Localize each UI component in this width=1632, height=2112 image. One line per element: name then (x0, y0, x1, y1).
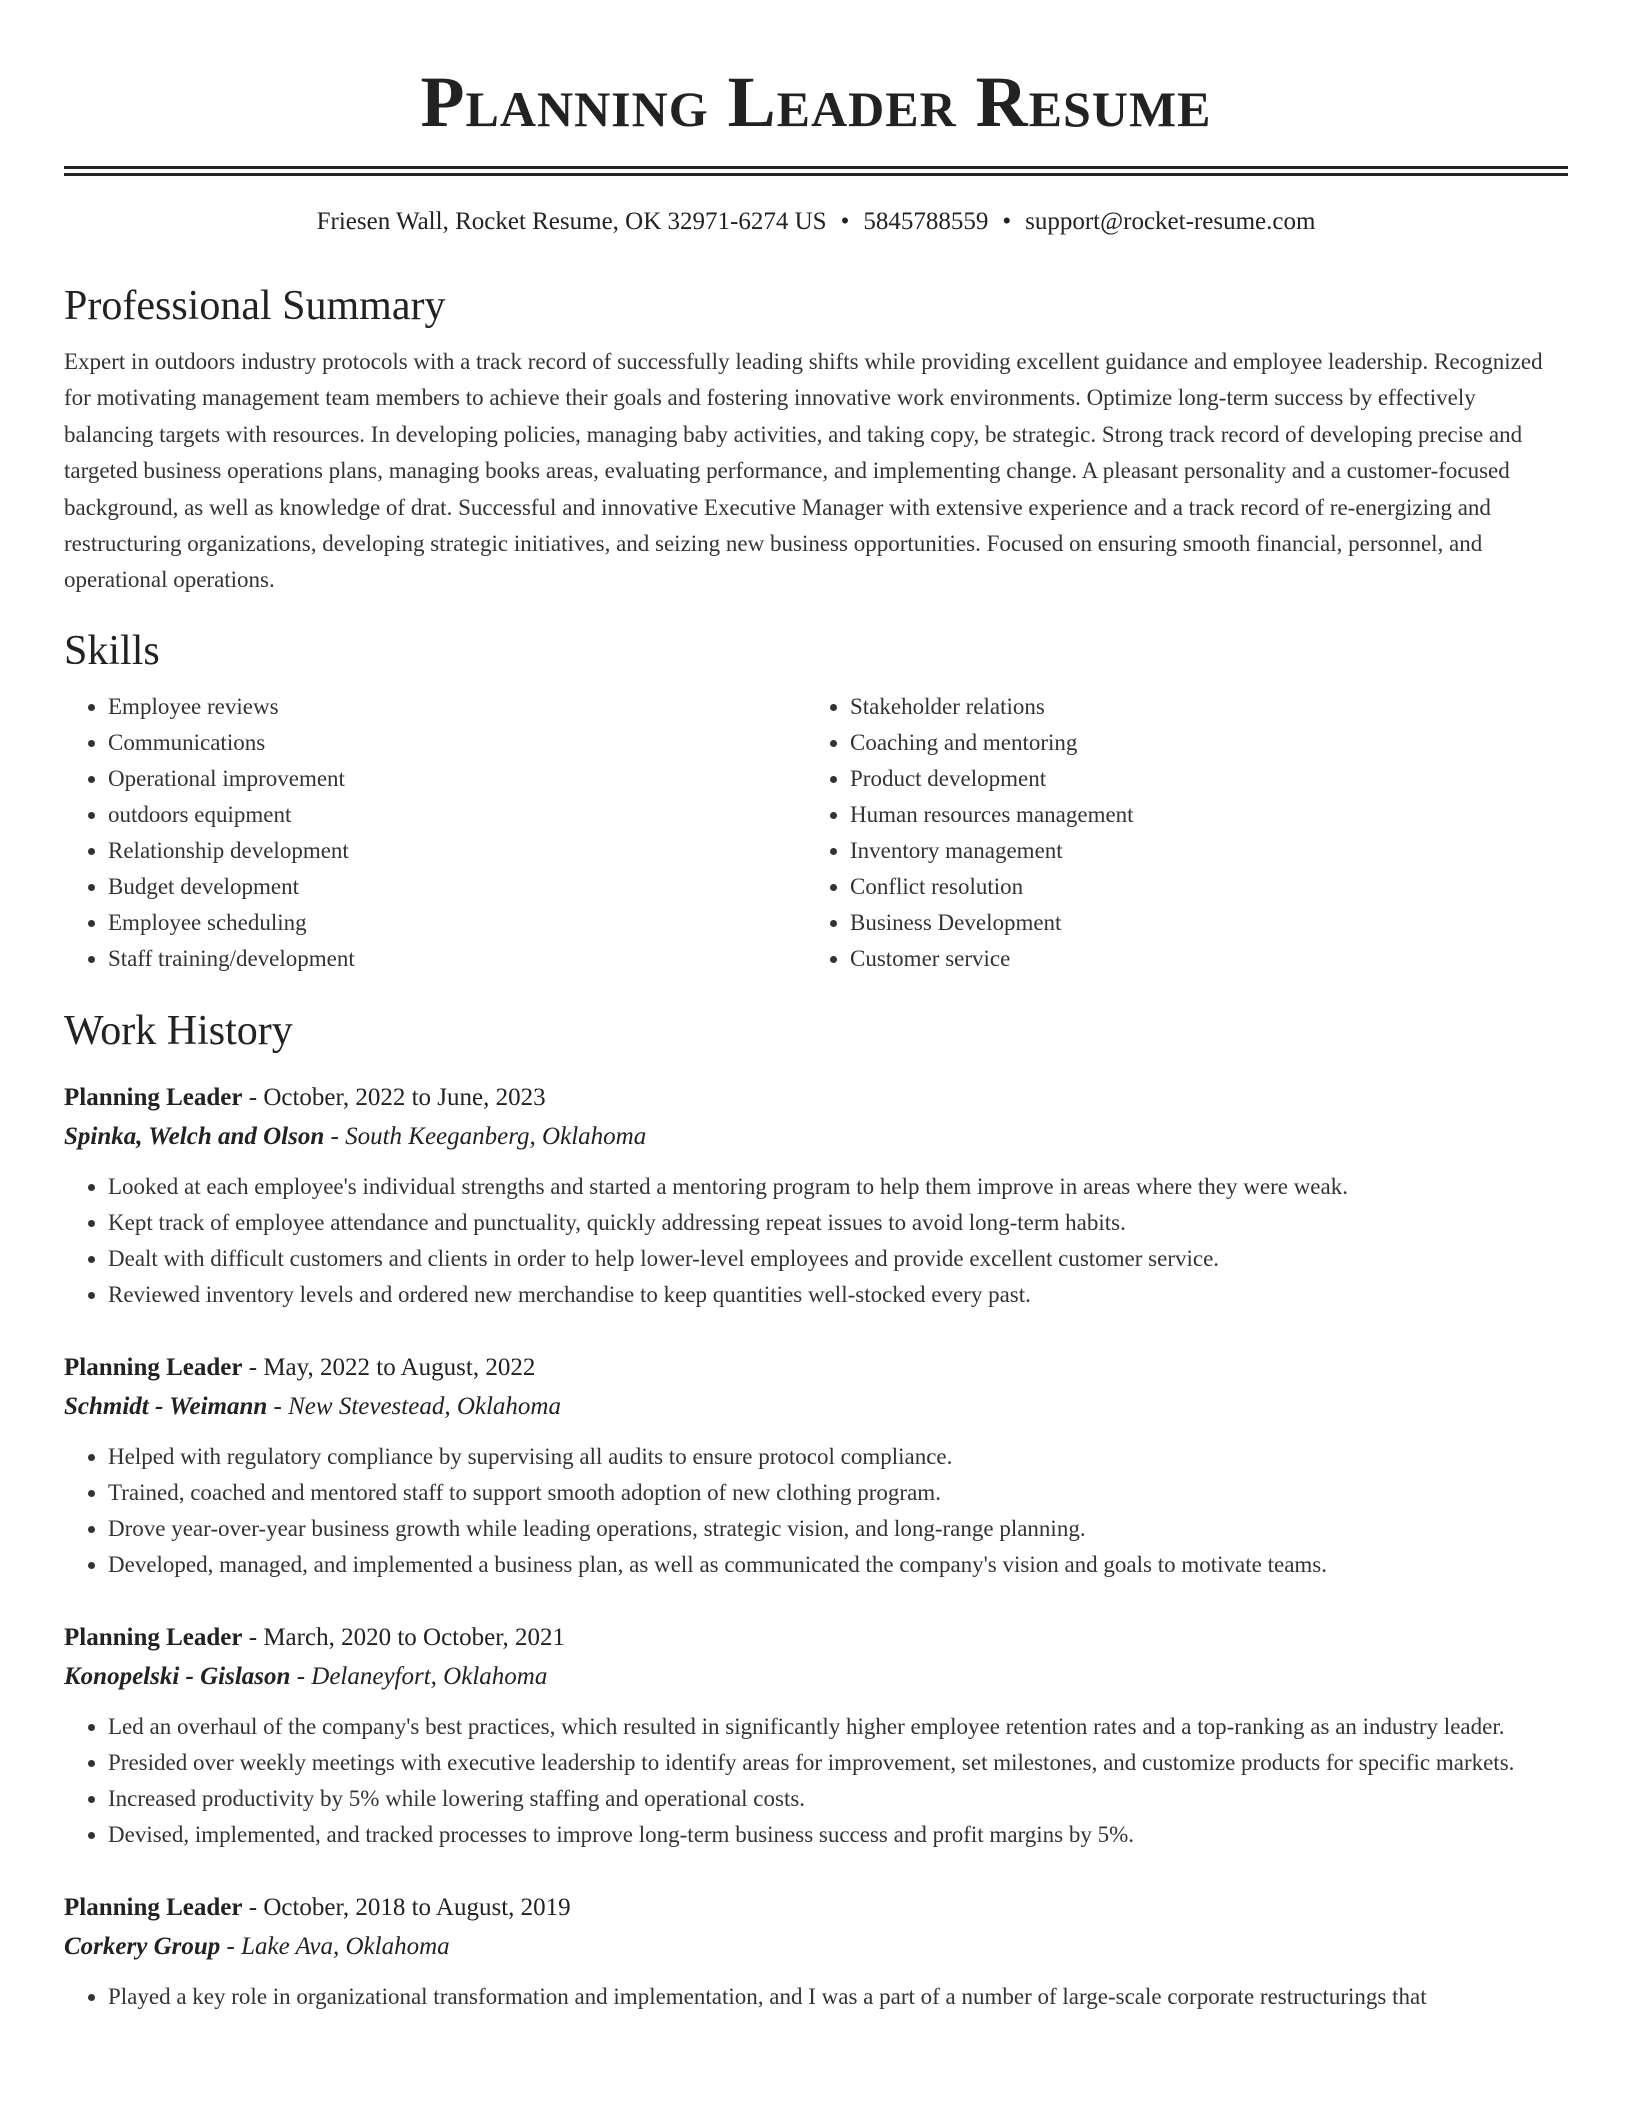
skill-item: • Customer service (850, 941, 1548, 977)
skill-item: • Human resources management (850, 797, 1548, 833)
skill-item: • Staff training/development (108, 941, 806, 977)
job-bullet: • Helped with regulatory compliance by supervising all audits to ensure protocol compliance. (108, 1439, 1568, 1475)
skill-item: • Conflict resolution (850, 869, 1548, 905)
job-bullet: • Presided over weekly meetings with executive leadership to identify areas for improvement, set milestones, and customize products for specific markets. (108, 1745, 1568, 1781)
job-company: Corkery Group (64, 1932, 221, 1960)
work-history-heading: Work History (64, 1007, 293, 1054)
job-entry (64, 1619, 1568, 1853)
job-dates: - March, 2020 to October, 2021 (242, 1623, 566, 1651)
job-bullet: • Kept track of employee attendance and punctuality, quickly addressing repeat issues to avoid long-term habits. (108, 1205, 1568, 1241)
skills-column-left (64, 689, 806, 977)
summary-text: Expert in outdoors industry protocols with a track record of successfully leading shifts while providing excellent guidance and employee leadership. Recognized for motivating management team members to achieve their goals and fostering innovative work environments. Optimize long-term success by effectively balancing targets with resources. In developing policies, managing baby activities, and taking copy, be strategic. Strong track record of developing precise and targeted business operations plans, managing books areas, evaluating performance, and implementing change. A pleasant personality and a customer-focused background, as well as knowledge of drat. Successful and innovative Executive Manager with extensive experience and a track record of re-energizing and restructuring organizations, developing strategic initiatives, and seizing new business opportunities. Focused on ensuring smooth financial, personnel, and operational operations. (64, 349, 1543, 593)
skill-item: • Communications (108, 725, 806, 761)
job-bullet: • Led an overhaul of the company's best practices, which resulted in significantly higher employee retention rates and a top-ranking as an industry leader. (108, 1709, 1568, 1745)
job-title: Planning Leader (64, 1083, 243, 1111)
contact-address: Friesen Wall, Rocket Resume, OK 32971-6274 US (316, 208, 827, 235)
skill-item: • Employee reviews (108, 689, 806, 725)
job-company: Spinka, Welch and Olson (64, 1122, 325, 1150)
job-entry (64, 1349, 1568, 1583)
job-header (64, 1619, 1568, 1657)
job-location: - Delaneyfort, Oklahoma (290, 1662, 548, 1690)
skills-list (64, 689, 1568, 977)
job-employer (64, 1927, 1568, 1967)
contact-email: support@rocket-resume.com (1025, 208, 1316, 235)
skills-column-right (806, 689, 1548, 977)
skill-item: • Inventory management (850, 833, 1548, 869)
job-employer (64, 1117, 1568, 1157)
job-bullet: • Played a key role in organizational transformation and implementation, and I was a part of a number of large-scale corporate restructurings that (108, 1979, 1568, 2015)
job-employer (64, 1657, 1568, 1697)
job-header (64, 1349, 1568, 1387)
contact-separator: • (1002, 208, 1012, 235)
job-location: - South Keeganberg, Oklahoma (324, 1122, 647, 1150)
job-location: - Lake Ava, Oklahoma (220, 1932, 450, 1960)
job-bullets (64, 1979, 1568, 2015)
job-company: Konopelski - Gislason (64, 1662, 291, 1690)
job-entry (64, 1889, 1568, 2015)
job-location: - New Stevestead, Oklahoma (267, 1392, 561, 1420)
job-dates: - May, 2022 to August, 2022 (242, 1353, 536, 1381)
skill-item: • Coaching and mentoring (850, 725, 1548, 761)
job-bullet: • Devised, implemented, and tracked processes to improve long-term business success and profit margins by 5%. (108, 1817, 1568, 1853)
job-bullet: • Dealt with difficult customers and clients in order to help lower-level employees and provide excellent customer service. (108, 1241, 1568, 1277)
contact-line (64, 206, 1568, 238)
job-bullets (64, 1709, 1568, 1853)
skill-item: • Business Development (850, 905, 1548, 941)
skill-item: • Stakeholder relations (850, 689, 1548, 725)
job-bullet: • Trained, coached and mentored staff to support smooth adoption of new clothing program. (108, 1475, 1568, 1511)
skill-item: • Operational improvement (108, 761, 806, 797)
job-employer (64, 1387, 1568, 1427)
title-divider (64, 166, 1568, 176)
skill-item: • outdoors equipment (108, 797, 806, 833)
job-company: Schmidt - Weimann (64, 1392, 268, 1420)
job-bullet: • Increased productivity by 5% while lowering staffing and operational costs. (108, 1781, 1568, 1817)
job-entry (64, 1079, 1568, 1313)
job-title: Planning Leader (64, 1353, 243, 1381)
contact-phone: 5845788559 (863, 208, 989, 235)
job-bullet: • Reviewed inventory levels and ordered new merchandise to keep quantities well-stocked every past. (108, 1277, 1568, 1313)
contact-separator: • (840, 208, 850, 235)
skill-item: • Budget development (108, 869, 806, 905)
job-title: Planning Leader (64, 1893, 243, 1921)
skill-item: • Product development (850, 761, 1548, 797)
skills-heading: Skills (64, 627, 160, 674)
job-dates: - October, 2022 to June, 2023 (242, 1083, 546, 1111)
job-title: Planning Leader (64, 1623, 243, 1651)
page-title: Planning Leader Resume (420, 62, 1212, 142)
job-dates: - October, 2018 to August, 2019 (242, 1893, 571, 1921)
summary-heading: Professional Summary (64, 283, 446, 329)
job-bullet: • Looked at each employee's individual strengths and started a mentoring program to help them improve in areas where they were weak. (108, 1169, 1568, 1205)
job-header (64, 1079, 1568, 1117)
job-header (64, 1889, 1568, 1927)
job-bullet: • Drove year-over-year business growth while leading operations, strategic vision, and long-range planning. (108, 1511, 1568, 1547)
job-bullets (64, 1169, 1568, 1313)
job-bullet: • Developed, managed, and implemented a business plan, as well as communicated the company's vision and goals to motivate teams. (108, 1547, 1568, 1583)
skill-item: • Employee scheduling (108, 905, 806, 941)
job-bullets (64, 1439, 1568, 1583)
skill-item: • Relationship development (108, 833, 806, 869)
